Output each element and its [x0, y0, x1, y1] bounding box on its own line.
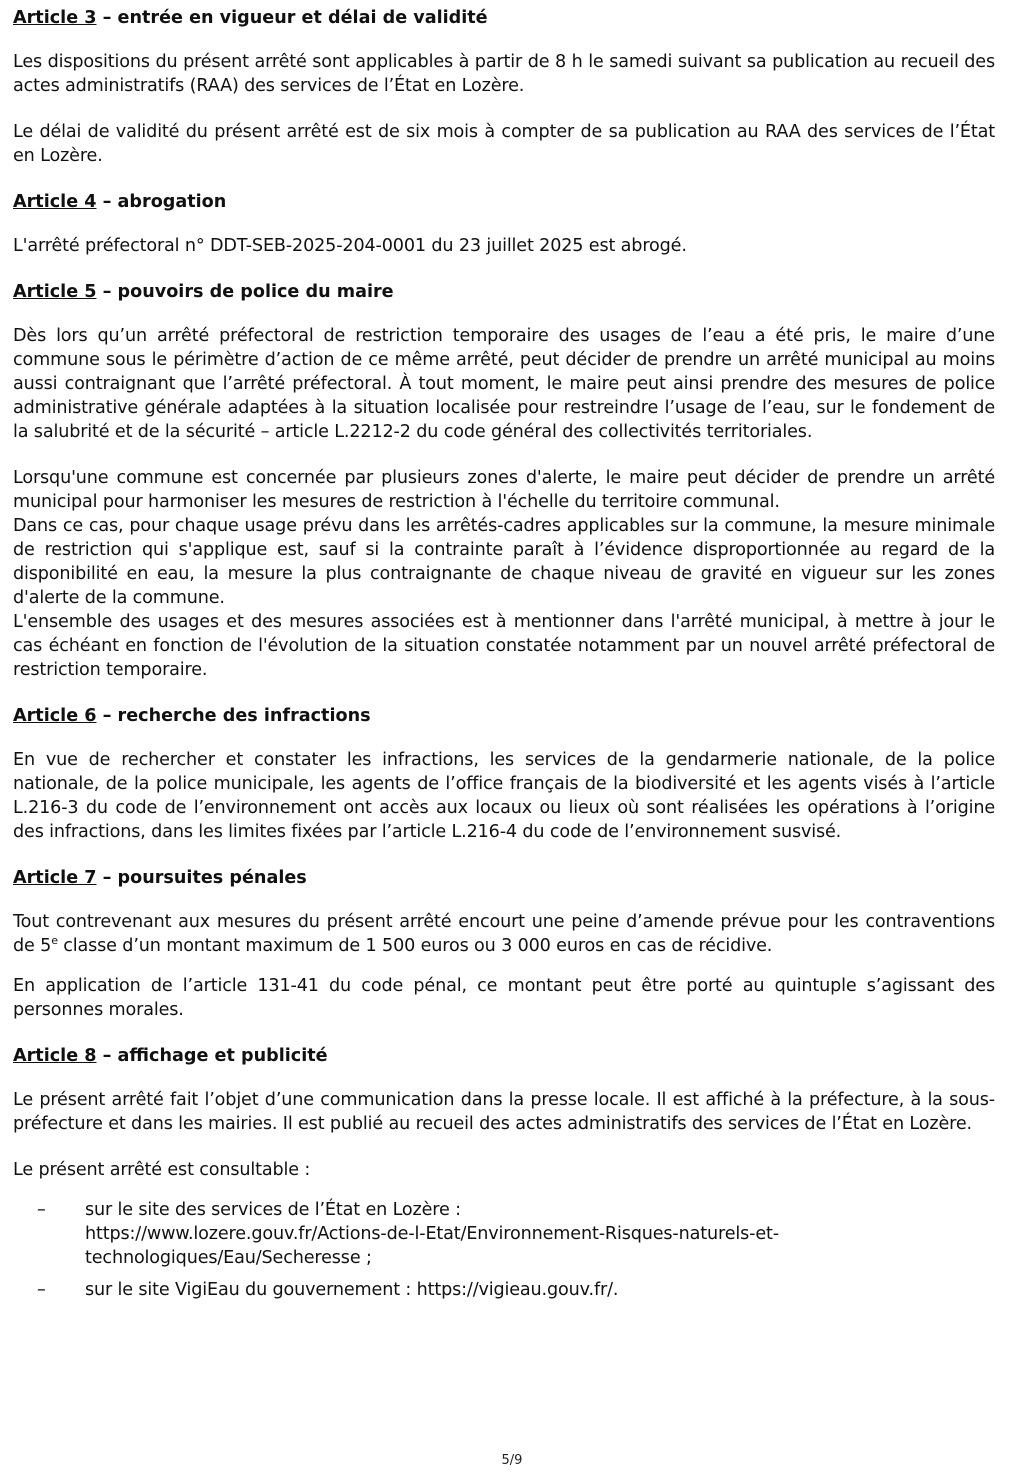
article-6-number: Article 6 [13, 706, 97, 726]
lozere-url-link[interactable]: https://www.lozere.gouv.fr/Actions-de-l-Etat/Environnement-Risques-naturels-et- [85, 1224, 779, 1244]
article-5-heading [13, 280, 995, 304]
article-7-p1-superscript: e [51, 934, 58, 948]
dash-bullet-icon: – [37, 1200, 46, 1220]
article-4-paragraph-1: L'arrêté préfectoral n° DDT-SEB-2025-204-0001 du 23 juillet 2025 est abrogé. [13, 236, 687, 256]
article-7-paragraph-1 [13, 910, 995, 958]
bullet-1-line-1: sur le site des services de l’État en Lozère : [85, 1200, 461, 1220]
article-5-title: – pouvoirs de police du maire [96, 282, 394, 302]
article-8-paragraph-1: Le présent arrêté fait l’objet d’une communication dans la presse locale. Il est affiché à la préfecture, à la sous-préfecture et dans les mairies. Il est publié au recueil des actes administratifs des services de l’État en Lozère. [13, 1090, 995, 1134]
article-3-paragraph-2: Le délai de validité du présent arrêté est de six mois à compter de sa publication au RAA des services de l’État en Lozère. [13, 122, 995, 166]
article-3-heading [13, 6, 995, 30]
article-4-number: Article 4 [13, 192, 97, 212]
article-4-heading [13, 190, 995, 214]
list-item [13, 1278, 995, 1302]
dash-bullet-icon: – [37, 1280, 46, 1300]
article-8-number: Article 8 [13, 1046, 97, 1066]
article-6-paragraph-1: En vue de rechercher et constater les infractions, les services de la gendarmerie nationale, de la police nationale, de la police municipale, les agents de l’office français de la biodiversité et les agents visés à l’article L.216-3 du code de l’environnement ont accès aux locaux ou lieux où sont réalisées les opérations à l’origine des infractions, dans les limites fixées par l’article L.216-4 du code de l’environnement susvisé. [13, 750, 995, 842]
article-5-paragraph-4: L'ensemble des usages et des mesures associées est à mentionner dans l'arrêté municipal, à mettre à jour le cas échéant en fonction de l'évolution de la situation constatée notamment par un nouvel arrêté préfectoral de restriction temporaire. [13, 612, 995, 680]
article-3-title: – entrée en vigueur et délai de validité [96, 8, 488, 28]
article-7-heading [13, 866, 995, 890]
article-5-paragraph-2: Lorsqu'une commune est concernée par plusieurs zones d'alerte, le maire peut décider de prendre un arrêté municipal pour harmoniser les mesures de restriction à l'échelle du territoire communal. [13, 468, 995, 512]
article-8-title: – affichage et publicité [96, 1046, 328, 1066]
lozere-url-link-continued[interactable]: technologiques/Eau/Secheresse ; [85, 1248, 372, 1268]
vigieau-link[interactable]: sur le site VigiEau du gouvernement : https://vigieau.gouv.fr/. [85, 1280, 619, 1300]
article-6-title: – recherche des infractions [96, 706, 371, 726]
consultation-list [13, 1198, 995, 1302]
article-7-paragraph-2: En application de l’article 131-41 du code pénal, ce montant peut être porté au quintuple s’agissant des personnes morales. [13, 976, 995, 1020]
page-number: 5/9 [501, 1453, 523, 1468]
list-item [13, 1198, 995, 1270]
article-7-title: – poursuites pénales [96, 868, 307, 888]
article-6-heading [13, 704, 995, 728]
article-3-number: Article 3 [13, 8, 97, 28]
document-page [13, 6, 995, 1310]
article-7-p1-start: Tout contrevenant aux mesures du présent arrêté encourt une peine d’amende prévue pour les contraventions de 5 [13, 912, 995, 956]
article-8-paragraph-2: Le présent arrêté est consultable : [13, 1160, 311, 1180]
article-5-number: Article 5 [13, 282, 97, 302]
article-7-number: Article 7 [13, 868, 97, 888]
article-5-paragraph-3: Dans ce cas, pour chaque usage prévu dans les arrêtés-cadres applicables sur la commune, la mesure minimale de restriction qui s'applique est, sauf si la contrainte paraît à l’évidence disproportionnée au regard de la disponibilité en eau, la mesure la plus contraignante de chaque niveau de gravité en vigueur sur les zones d'alerte de la commune. [13, 516, 995, 608]
article-4-title: – abrogation [96, 192, 227, 212]
article-3-paragraph-1: Les dispositions du présent arrêté sont applicables à partir de 8 h le samedi suivant sa publication au recueil des actes administratifs (RAA) des services de l’État en Lozère. [13, 52, 995, 96]
article-7-p1-end: classe d’un montant maximum de 1 500 euros ou 3 000 euros en cas de récidive. [57, 936, 773, 956]
article-5-paragraph-1: Dès lors qu’un arrêté préfectoral de restriction temporaire des usages de l’eau a été pris, le maire d’une commune sous le périmètre d’action de ce même arrêté, peut décider de prendre un arrêté municipal au moins aussi contraignant que l’arrêté préfectoral. À tout moment, le maire peut ainsi prendre des mesures de police administrative générale adaptées à la situation localisée pour restreindre l’usage de l’eau, sur le fondement de la salubrité et de la sécurité – article L.2212-2 du code général des collectivités territoriales. [13, 326, 995, 442]
article-8-heading [13, 1044, 995, 1068]
